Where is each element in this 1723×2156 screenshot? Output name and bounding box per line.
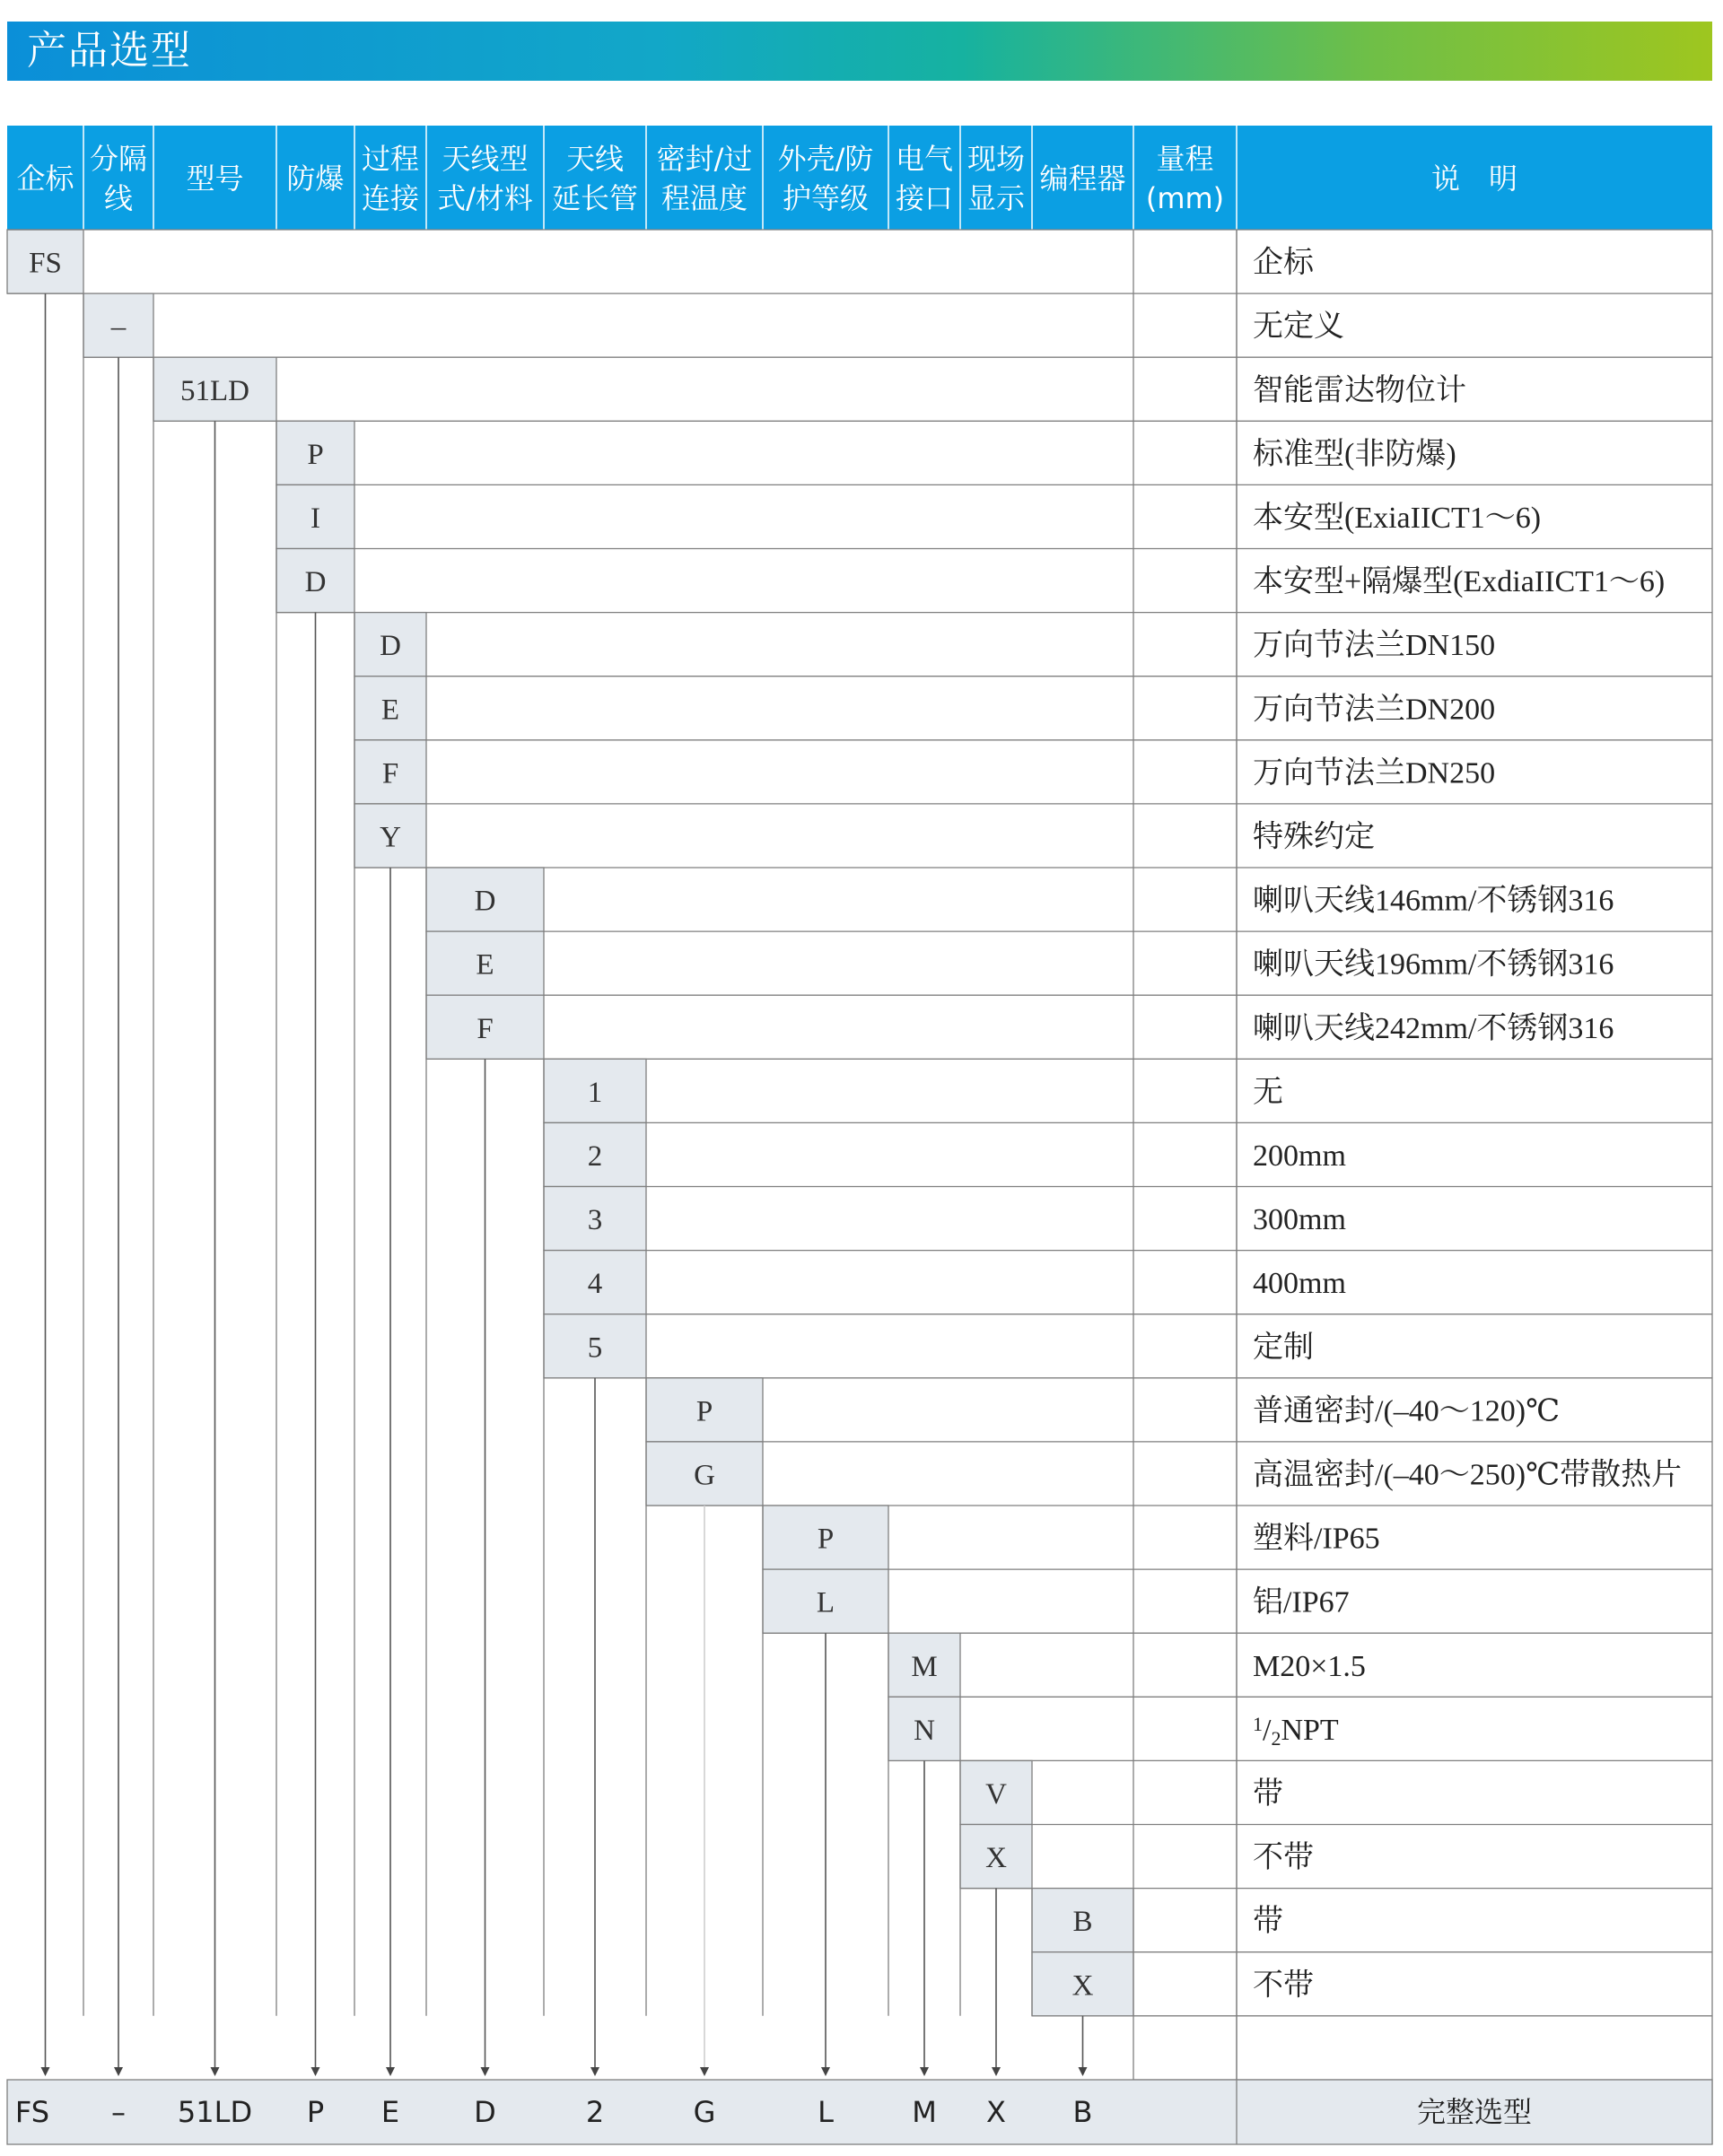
header-label: 线 [103,181,134,215]
description-text: 企标 [1253,246,1314,280]
code-value: I [310,502,320,535]
code-value: X [1071,1969,1094,2003]
arrow-head [311,2067,320,2076]
description-text: $^1$/2NPT [1253,1712,1339,1750]
arrow-head [992,2067,1001,2076]
header-label: 编程器 [1039,161,1126,196]
header-label: 天线 [565,142,625,176]
code-value: V [985,1777,1007,1811]
description-text: 塑料/IP65 [1253,1522,1380,1556]
final-code: L [818,2095,834,2129]
header-label: 延长管 [551,181,639,215]
code-value: F [477,1012,494,1045]
description-text: 不带 [1253,1968,1314,2003]
arrow-head [211,2067,220,2076]
header-label: 现场 [966,142,1026,176]
description-text: 本安型+隔爆型(ExdiaIICT1～6) [1253,565,1666,599]
header-label: 企标 [16,161,74,196]
code-value: 3 [587,1204,603,1237]
header-label: 连接 [361,181,420,215]
code-value: X [985,1842,1007,1875]
description-text: 不带 [1253,1841,1314,1875]
header-label: 型号 [186,161,244,196]
code-value: N [914,1714,935,1747]
final-code: M [912,2095,937,2129]
description-text: 喇叭天线242mm/不锈钢316 [1253,1011,1614,1045]
header-label: 量程 [1156,142,1214,176]
final-code: G [693,2095,716,2129]
code-value: M [911,1650,938,1683]
code-value: 4 [587,1268,603,1301]
final-code: D [474,2095,496,2129]
header-label: 防爆 [286,161,345,196]
code-value: 1 [587,1076,603,1109]
final-code: – [111,2095,126,2129]
description-text: 无 [1253,1075,1283,1109]
arrow-head [1079,2067,1088,2076]
arrow-head [590,2067,599,2076]
arrow-head [920,2067,929,2076]
code-value: D [304,566,327,599]
description-text: 特殊约定 [1253,820,1375,854]
code-value: D [380,630,401,663]
code-value: L [816,1586,835,1619]
description-text: 标准型(非防爆) [1253,437,1456,471]
header-label: 接口 [895,181,954,215]
final-code: P [306,2095,325,2129]
description-text: M20×1.5 [1253,1649,1366,1683]
header-label: 程温度 [660,181,748,215]
header-label: 外壳/防 [777,142,874,176]
description-text: 喇叭天线146mm/不锈钢316 [1253,884,1614,918]
final-code: X [986,2095,1006,2129]
final-label: 完整选型 [1416,2095,1533,2129]
code-value: Y [380,821,401,854]
header-label: (mm) [1145,181,1225,215]
code-value: 51LD [180,374,249,407]
code-value: E [380,694,400,727]
arrow-head [700,2067,709,2076]
header-label: 过程 [361,142,420,176]
final-code: 2 [585,2095,605,2129]
code-value: B [1072,1906,1093,1939]
description-text: 高温密封/(–40～250)℃带散热片 [1253,1458,1683,1492]
description-text: 万向节法兰DN200 [1253,693,1496,727]
header-label: 显示 [966,181,1026,215]
code-value: P [695,1395,713,1428]
description-text: 万向节法兰DN150 [1253,629,1496,663]
header-label: 密封/过 [656,142,753,176]
description-text: 喇叭天线196mm/不锈钢316 [1253,947,1614,982]
final-code: FS [14,2095,50,2129]
arrow-head [386,2067,395,2076]
final-code: E [380,2095,400,2129]
description-text: 万向节法兰DN250 [1253,756,1496,790]
description-text: 无定义 [1253,310,1344,344]
arrow-head [481,2067,490,2076]
final-code: B [1072,2095,1093,2129]
description-text: 200mm [1253,1139,1346,1173]
description-text: 智能雷达物位计 [1253,373,1466,407]
code-value: 2 [587,1139,603,1173]
code-value: F [381,757,399,790]
description-text: 带 [1253,1905,1283,1939]
header-label: 天线型 [442,142,529,176]
header-label: 式/材料 [437,181,533,215]
description-text: 本安型(ExiaIICT1～6) [1253,501,1542,535]
section-title: 产品选型 [27,28,192,74]
code-value: P [307,438,324,471]
code-value: G [694,1459,715,1492]
header-label: 分隔 [89,142,148,176]
header-label: 电气 [895,142,954,176]
header-label: 护等级 [782,181,870,215]
arrow-head [41,2067,50,2076]
description-text: 带 [1253,1776,1283,1811]
arrow-head [114,2067,123,2076]
code-value: – [110,310,127,344]
code-value: P [817,1523,835,1556]
code-value: E [476,948,494,982]
code-value: D [474,885,496,918]
description-text: 300mm [1253,1203,1346,1237]
final-code: 51LD [177,2095,253,2129]
code-value: 5 [587,1331,603,1365]
description-text: 铝/IP67 [1253,1585,1350,1619]
arrow-head [821,2067,830,2076]
description-text: 定制 [1253,1331,1314,1365]
description-text: 400mm [1253,1267,1346,1301]
description-text: 普通密封/(–40～120)℃ [1253,1394,1561,1428]
header-label: 说 明 [1430,161,1518,196]
code-value: FS [29,247,62,280]
